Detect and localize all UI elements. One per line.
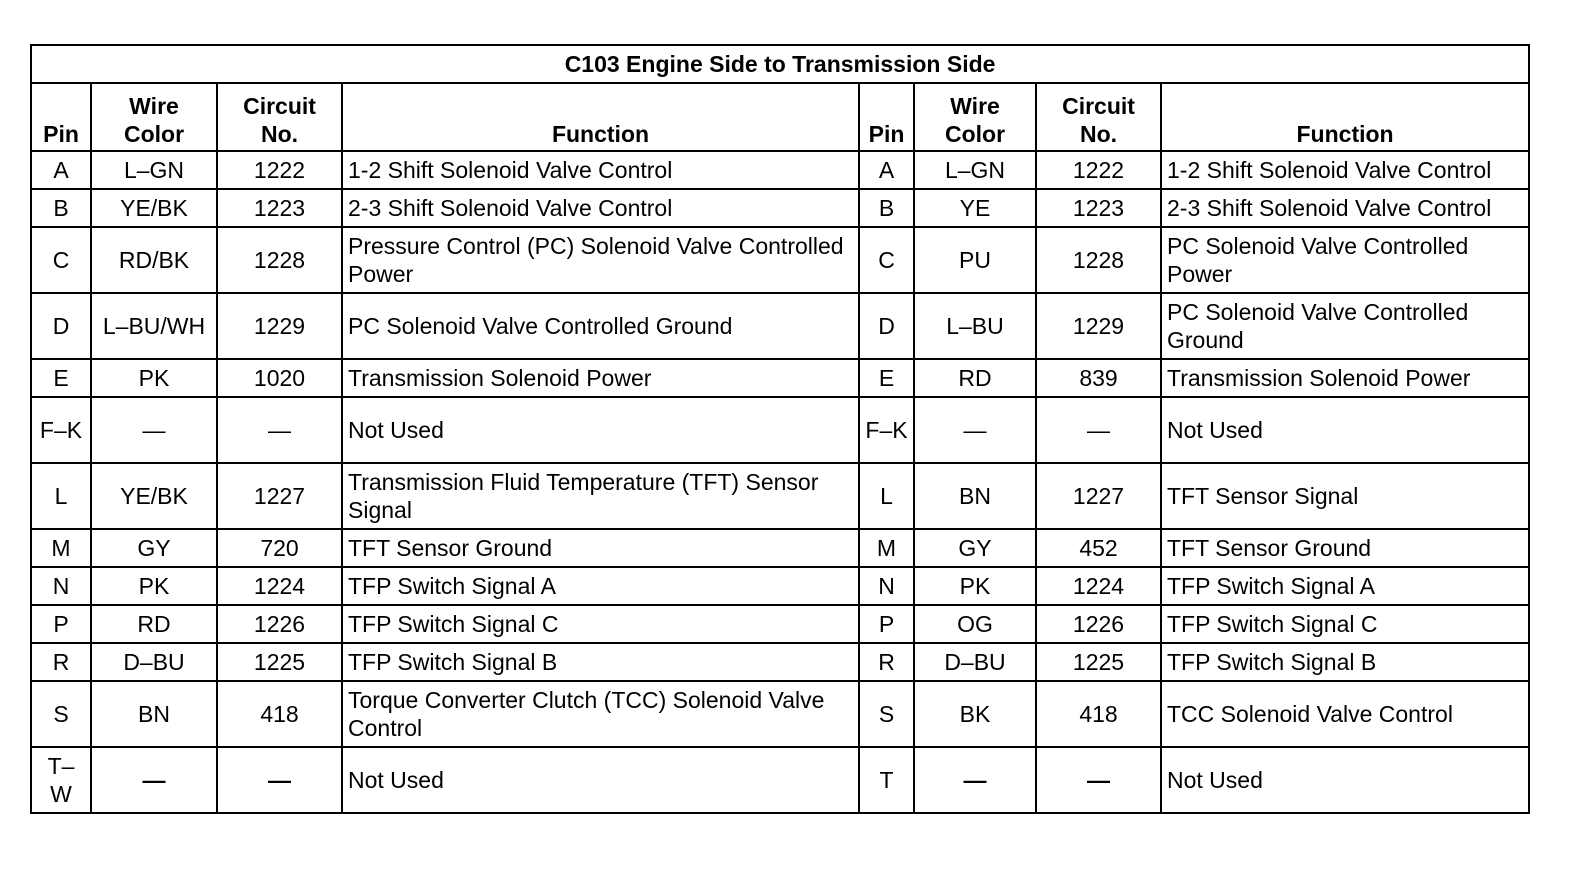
wire-color-cell-right: — — [914, 747, 1036, 813]
table-row — [31, 747, 1529, 813]
function-cell-right: Not Used — [1161, 747, 1529, 813]
function-cell-right: PC Solenoid Valve Controlled Power — [1161, 227, 1529, 293]
pin-cell-right: F–K — [859, 397, 914, 463]
function-cell-right: TFT Sensor Signal — [1161, 463, 1529, 529]
header-wire-color-right: Wire Color — [914, 83, 1036, 151]
pin-cell-left: L — [31, 463, 91, 529]
pin-cell-left: C — [31, 227, 91, 293]
function-cell-left: TFT Sensor Ground — [342, 529, 859, 567]
pin-cell-right: R — [859, 643, 914, 681]
function-cell-right: 1-2 Shift Solenoid Valve Control — [1161, 151, 1529, 189]
pin-cell-left: S — [31, 681, 91, 747]
circuit-no-cell-left: 1223 — [217, 189, 342, 227]
circuit-no-cell-right: — — [1036, 747, 1161, 813]
table-row — [31, 293, 1529, 359]
function-cell-left: Not Used — [342, 397, 859, 463]
pin-cell-left: M — [31, 529, 91, 567]
circuit-no-cell-left: 1020 — [217, 359, 342, 397]
pin-cell-right: T — [859, 747, 914, 813]
wire-color-cell-right: D–BU — [914, 643, 1036, 681]
wire-color-cell-left: D–BU — [91, 643, 217, 681]
table-row — [31, 397, 1529, 463]
circuit-no-cell-right: 1225 — [1036, 643, 1161, 681]
wire-color-cell-right: BN — [914, 463, 1036, 529]
wire-color-cell-left: BN — [91, 681, 217, 747]
header-circuit-no-left: Circuit No. — [217, 83, 342, 151]
function-cell-left: 1-2 Shift Solenoid Valve Control — [342, 151, 859, 189]
wire-color-cell-left: — — [91, 747, 217, 813]
pin-cell-right: E — [859, 359, 914, 397]
circuit-no-cell-left: 1229 — [217, 293, 342, 359]
function-cell-left: TFP Switch Signal C — [342, 605, 859, 643]
function-cell-right: PC Solenoid Valve Controlled Ground — [1161, 293, 1529, 359]
circuit-no-cell-left: — — [217, 747, 342, 813]
circuit-no-cell-left: 1225 — [217, 643, 342, 681]
circuit-no-cell-left: 1226 — [217, 605, 342, 643]
wire-color-cell-right: — — [914, 397, 1036, 463]
pin-cell-right: N — [859, 567, 914, 605]
table-row — [31, 681, 1529, 747]
circuit-no-cell-right: 1229 — [1036, 293, 1161, 359]
pin-cell-left: T–W — [31, 747, 91, 813]
table-title: C103 Engine Side to Transmission Side — [31, 45, 1529, 83]
pin-cell-right: L — [859, 463, 914, 529]
function-cell-right: Transmission Solenoid Power — [1161, 359, 1529, 397]
table-row — [31, 529, 1529, 567]
pin-cell-left: D — [31, 293, 91, 359]
wire-color-cell-right: PU — [914, 227, 1036, 293]
table-row — [31, 189, 1529, 227]
header-function-right: Function — [1161, 83, 1529, 151]
table-row — [31, 463, 1529, 529]
circuit-no-cell-right: 1227 — [1036, 463, 1161, 529]
function-cell-left: 2-3 Shift Solenoid Valve Control — [342, 189, 859, 227]
circuit-no-cell-left: 418 — [217, 681, 342, 747]
function-cell-right: TFP Switch Signal A — [1161, 567, 1529, 605]
pin-cell-right: D — [859, 293, 914, 359]
header-function-left: Function — [342, 83, 859, 151]
pin-cell-left: E — [31, 359, 91, 397]
pin-cell-right: S — [859, 681, 914, 747]
pin-cell-left: A — [31, 151, 91, 189]
wire-color-cell-right: RD — [914, 359, 1036, 397]
header-pin-left: Pin — [31, 83, 91, 151]
pin-cell-right: P — [859, 605, 914, 643]
circuit-no-cell-right: 839 — [1036, 359, 1161, 397]
circuit-no-cell-left: 1224 — [217, 567, 342, 605]
circuit-no-cell-left: 1228 — [217, 227, 342, 293]
circuit-no-cell-left: — — [217, 397, 342, 463]
column-header-row — [31, 83, 1529, 151]
connector-pinout-table — [30, 44, 1530, 814]
pin-cell-right: A — [859, 151, 914, 189]
function-cell-left: Transmission Solenoid Power — [342, 359, 859, 397]
circuit-no-cell-left: 1222 — [217, 151, 342, 189]
function-cell-right: TCC Solenoid Valve Control — [1161, 681, 1529, 747]
wire-color-cell-right: OG — [914, 605, 1036, 643]
function-cell-right: TFP Switch Signal B — [1161, 643, 1529, 681]
circuit-no-cell-right: 452 — [1036, 529, 1161, 567]
wire-color-cell-left: YE/BK — [91, 463, 217, 529]
wire-color-cell-left: YE/BK — [91, 189, 217, 227]
function-cell-left: Pressure Control (PC) Solenoid Valve Controlled Power — [342, 227, 859, 293]
pin-cell-left: N — [31, 567, 91, 605]
wire-color-cell-left: PK — [91, 359, 217, 397]
circuit-no-cell-left: 720 — [217, 529, 342, 567]
wire-color-cell-left: RD — [91, 605, 217, 643]
wire-color-cell-right: BK — [914, 681, 1036, 747]
pin-cell-left: P — [31, 605, 91, 643]
function-cell-left: Transmission Fluid Temperature (TFT) Sensor Signal — [342, 463, 859, 529]
table-row — [31, 227, 1529, 293]
function-cell-left: Torque Converter Clutch (TCC) Solenoid Valve Control — [342, 681, 859, 747]
wire-color-cell-left: RD/BK — [91, 227, 217, 293]
header-circuit-no-right: Circuit No. — [1036, 83, 1161, 151]
header-pin-right: Pin — [859, 83, 914, 151]
circuit-no-cell-right: 1223 — [1036, 189, 1161, 227]
pin-cell-left: R — [31, 643, 91, 681]
function-cell-left: TFP Switch Signal A — [342, 567, 859, 605]
wire-color-cell-right: L–BU — [914, 293, 1036, 359]
function-cell-right: 2-3 Shift Solenoid Valve Control — [1161, 189, 1529, 227]
wire-color-cell-left: PK — [91, 567, 217, 605]
table-row — [31, 151, 1529, 189]
wire-color-cell-left: L–BU/WH — [91, 293, 217, 359]
circuit-no-cell-right: 1226 — [1036, 605, 1161, 643]
circuit-no-cell-right: 418 — [1036, 681, 1161, 747]
circuit-no-cell-right: — — [1036, 397, 1161, 463]
function-cell-right: Not Used — [1161, 397, 1529, 463]
circuit-no-cell-right: 1222 — [1036, 151, 1161, 189]
table-row — [31, 359, 1529, 397]
circuit-no-cell-right: 1224 — [1036, 567, 1161, 605]
pin-cell-left: F–K — [31, 397, 91, 463]
function-cell-left: Not Used — [342, 747, 859, 813]
pin-cell-left: B — [31, 189, 91, 227]
wire-color-cell-right: YE — [914, 189, 1036, 227]
function-cell-left: TFP Switch Signal B — [342, 643, 859, 681]
table-row — [31, 643, 1529, 681]
wire-color-cell-left: L–GN — [91, 151, 217, 189]
wire-color-cell-right: GY — [914, 529, 1036, 567]
circuit-no-cell-left: 1227 — [217, 463, 342, 529]
circuit-no-cell-right: 1228 — [1036, 227, 1161, 293]
function-cell-right: TFT Sensor Ground — [1161, 529, 1529, 567]
wire-color-cell-right: L–GN — [914, 151, 1036, 189]
wire-color-cell-left: — — [91, 397, 217, 463]
function-cell-right: TFP Switch Signal C — [1161, 605, 1529, 643]
wire-color-cell-right: PK — [914, 567, 1036, 605]
function-cell-left: PC Solenoid Valve Controlled Ground — [342, 293, 859, 359]
pin-cell-right: M — [859, 529, 914, 567]
pinout-rows — [31, 151, 1529, 813]
table-row — [31, 605, 1529, 643]
pin-cell-right: C — [859, 227, 914, 293]
wire-color-cell-left: GY — [91, 529, 217, 567]
table-row — [31, 567, 1529, 605]
pin-cell-right: B — [859, 189, 914, 227]
header-wire-color-left: Wire Color — [91, 83, 217, 151]
